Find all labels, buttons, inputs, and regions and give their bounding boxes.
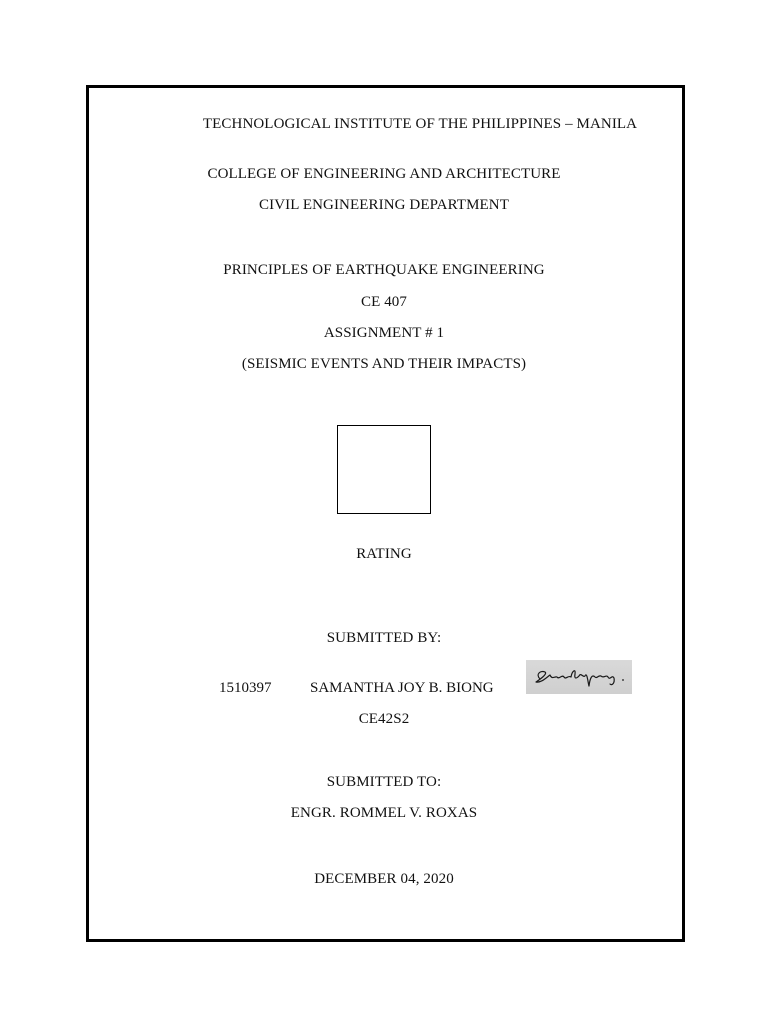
assignment-number: ASSIGNMENT # 1 — [323, 325, 445, 341]
rating-box — [337, 425, 431, 514]
signature-image — [526, 660, 632, 694]
course-code: CE 407 — [360, 294, 408, 310]
submission-date: DECEMBER 04, 2020 — [314, 871, 454, 887]
course-title: PRINCIPLES OF EARTHQUAKE ENGINEERING — [223, 262, 545, 278]
department-name: CIVIL ENGINEERING DEPARTMENT — [259, 197, 509, 213]
instructor-name: ENGR. ROMMEL V. ROXAS — [290, 805, 478, 821]
assignment-topic: (SEISMIC EVENTS AND THEIR IMPACTS) — [241, 356, 527, 372]
student-name: SAMANTHA JOY B. BIONG — [310, 680, 494, 696]
institution-name: TECHNOLOGICAL INSTITUTE OF THE PHILIPPINES – MANILA — [202, 116, 638, 132]
signature-mark — [526, 660, 632, 694]
college-name: COLLEGE OF ENGINEERING AND ARCHITECTURE — [207, 166, 561, 182]
submitted-to-label: SUBMITTED TO: — [326, 774, 442, 790]
student-section: CE42S2 — [358, 711, 410, 727]
student-number: 1510397 — [219, 680, 272, 696]
rating-label: RATING — [356, 546, 412, 562]
submitted-by-label: SUBMITTED BY: — [326, 630, 442, 646]
